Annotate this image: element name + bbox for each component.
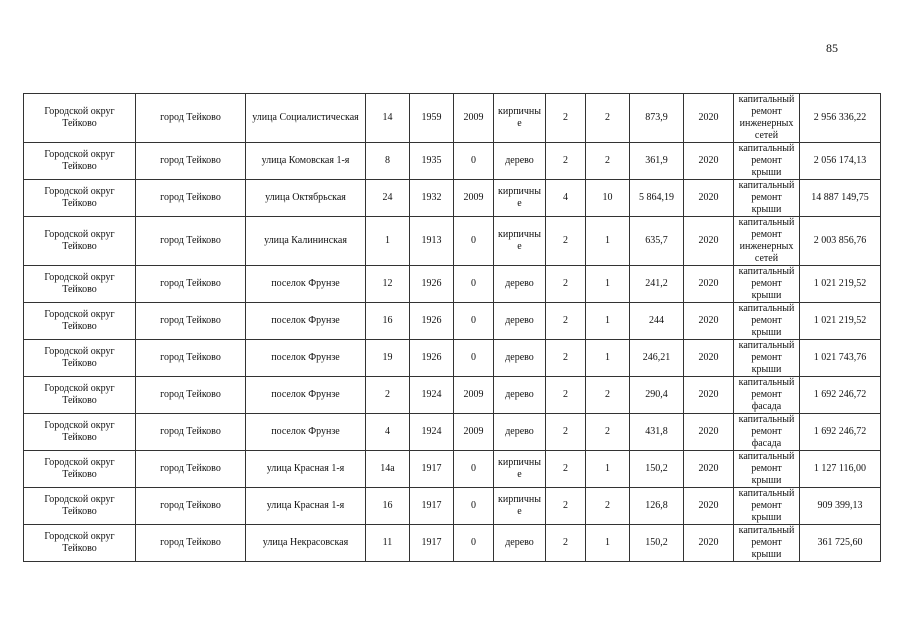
street-cell: улица Социалистическая [246,94,366,143]
district-cell: Городской округ Тейково [24,143,136,180]
house-number-cell: 8 [366,143,410,180]
street-cell: улица Октябрьская [246,180,366,217]
district-cell: Городской округ Тейково [24,451,136,488]
entrances-cell: 10 [586,180,630,217]
entrances-cell: 1 [586,217,630,266]
wall-material-cell: дерево [494,143,546,180]
city-cell: город Тейково [136,94,246,143]
area-cell: 635,7 [630,217,684,266]
built-year-cell: 1917 [410,525,454,562]
table-row [24,488,881,525]
area-cell: 126,8 [630,488,684,525]
built-year-cell: 1959 [410,94,454,143]
built-year-cell: 1924 [410,414,454,451]
wall-material-cell: дерево [494,525,546,562]
district-cell: Городской округ Тейково [24,180,136,217]
floors-cell: 2 [546,377,586,414]
plan-year-cell: 2020 [684,266,734,303]
cost-cell: 1 692 246,72 [800,414,881,451]
work-type-cell: капитальный ремонт крыши [734,303,800,340]
plan-year-cell: 2020 [684,143,734,180]
floors-cell: 2 [546,340,586,377]
street-cell: поселок Фрунзе [246,377,366,414]
built-year-cell: 1917 [410,451,454,488]
cost-cell: 2 956 336,22 [800,94,881,143]
street-cell: поселок Фрунзе [246,340,366,377]
area-cell: 361,9 [630,143,684,180]
house-number-cell: 14а [366,451,410,488]
built-year-cell: 1917 [410,488,454,525]
work-type-cell: капитальный ремонт инженерных сетей [734,217,800,266]
district-cell: Городской округ Тейково [24,377,136,414]
floors-cell: 4 [546,180,586,217]
table-row [24,266,881,303]
table-row [24,303,881,340]
repair-year-cell: 0 [454,340,494,377]
repair-year-cell: 2009 [454,377,494,414]
work-type-cell: капитальный ремонт крыши [734,340,800,377]
entrances-cell: 1 [586,340,630,377]
house-number-cell: 1 [366,217,410,266]
wall-material-cell: кирпичные [494,217,546,266]
work-type-cell: капитальный ремонт крыши [734,180,800,217]
floors-cell: 2 [546,266,586,303]
street-cell: улица Красная 1-я [246,451,366,488]
table-body [24,94,881,562]
plan-year-cell: 2020 [684,340,734,377]
cost-cell: 2 056 174,13 [800,143,881,180]
table-row [24,451,881,488]
cost-cell: 1 127 116,00 [800,451,881,488]
area-cell: 290,4 [630,377,684,414]
wall-material-cell: дерево [494,377,546,414]
area-cell: 246,21 [630,340,684,377]
work-type-cell: капитальный ремонт крыши [734,451,800,488]
street-cell: улица Красная 1-я [246,488,366,525]
repair-year-cell: 0 [454,303,494,340]
work-type-cell: капитальный ремонт фасада [734,377,800,414]
wall-material-cell: дерево [494,303,546,340]
house-number-cell: 14 [366,94,410,143]
district-cell: Городской округ Тейково [24,488,136,525]
plan-year-cell: 2020 [684,180,734,217]
house-number-cell: 2 [366,377,410,414]
plan-year-cell: 2020 [684,377,734,414]
repair-year-cell: 2009 [454,94,494,143]
table-row [24,377,881,414]
table-row [24,180,881,217]
area-cell: 241,2 [630,266,684,303]
area-cell: 150,2 [630,451,684,488]
wall-material-cell: дерево [494,340,546,377]
entrances-cell: 2 [586,377,630,414]
house-number-cell: 12 [366,266,410,303]
built-year-cell: 1926 [410,340,454,377]
district-cell: Городской округ Тейково [24,340,136,377]
repair-year-cell: 0 [454,525,494,562]
district-cell: Городской округ Тейково [24,94,136,143]
entrances-cell: 2 [586,414,630,451]
house-number-cell: 19 [366,340,410,377]
city-cell: город Тейково [136,414,246,451]
area-cell: 431,8 [630,414,684,451]
floors-cell: 2 [546,525,586,562]
wall-material-cell: дерево [494,414,546,451]
floors-cell: 2 [546,303,586,340]
floors-cell: 2 [546,414,586,451]
floors-cell: 2 [546,217,586,266]
cost-cell: 14 887 149,75 [800,180,881,217]
city-cell: город Тейково [136,451,246,488]
cost-cell: 361 725,60 [800,525,881,562]
area-cell: 5 864,19 [630,180,684,217]
city-cell: город Тейково [136,340,246,377]
built-year-cell: 1926 [410,303,454,340]
floors-cell: 2 [546,94,586,143]
entrances-cell: 1 [586,266,630,303]
repair-year-cell: 0 [454,217,494,266]
plan-year-cell: 2020 [684,303,734,340]
cost-cell: 2 003 856,76 [800,217,881,266]
built-year-cell: 1926 [410,266,454,303]
plan-year-cell: 2020 [684,217,734,266]
cost-cell: 1 021 219,52 [800,266,881,303]
repair-year-cell: 2009 [454,414,494,451]
built-year-cell: 1913 [410,217,454,266]
wall-material-cell: кирпичные [494,451,546,488]
area-cell: 873,9 [630,94,684,143]
street-cell: улица Калининская [246,217,366,266]
repair-year-cell: 0 [454,143,494,180]
table-row [24,340,881,377]
repair-year-cell: 0 [454,488,494,525]
repair-year-cell: 0 [454,266,494,303]
built-year-cell: 1924 [410,377,454,414]
street-cell: поселок Фрунзе [246,266,366,303]
house-number-cell: 24 [366,180,410,217]
city-cell: город Тейково [136,525,246,562]
floors-cell: 2 [546,451,586,488]
area-cell: 150,2 [630,525,684,562]
entrances-cell: 2 [586,94,630,143]
city-cell: город Тейково [136,180,246,217]
house-number-cell: 16 [366,303,410,340]
work-type-cell: капитальный ремонт фасада [734,414,800,451]
house-number-cell: 4 [366,414,410,451]
district-cell: Городской округ Тейково [24,266,136,303]
city-cell: город Тейково [136,377,246,414]
work-type-cell: капитальный ремонт крыши [734,488,800,525]
entrances-cell: 2 [586,488,630,525]
work-type-cell: капитальный ремонт крыши [734,525,800,562]
district-cell: Городской округ Тейково [24,217,136,266]
district-cell: Городской округ Тейково [24,414,136,451]
wall-material-cell: дерево [494,266,546,303]
table-row [24,94,881,143]
plan-year-cell: 2020 [684,414,734,451]
area-cell: 244 [630,303,684,340]
cost-cell: 1 021 219,52 [800,303,881,340]
house-number-cell: 11 [366,525,410,562]
entrances-cell: 1 [586,451,630,488]
entrances-cell: 1 [586,525,630,562]
city-cell: город Тейково [136,217,246,266]
city-cell: город Тейково [136,266,246,303]
city-cell: город Тейково [136,303,246,340]
entrances-cell: 1 [586,303,630,340]
table-row [24,217,881,266]
table-row [24,414,881,451]
street-cell: поселок Фрунзе [246,414,366,451]
wall-material-cell: кирпичные [494,94,546,143]
repair-year-cell: 2009 [454,180,494,217]
cost-cell: 1 021 743,76 [800,340,881,377]
housing-repair-table [23,93,881,562]
city-cell: город Тейково [136,488,246,525]
plan-year-cell: 2020 [684,451,734,488]
page-number: 85 [826,41,838,55]
street-cell: поселок Фрунзе [246,303,366,340]
built-year-cell: 1935 [410,143,454,180]
cost-cell: 909 399,13 [800,488,881,525]
plan-year-cell: 2020 [684,94,734,143]
work-type-cell: капитальный ремонт крыши [734,266,800,303]
house-number-cell: 16 [366,488,410,525]
city-cell: город Тейково [136,143,246,180]
work-type-cell: капитальный ремонт инженерных сетей [734,94,800,143]
wall-material-cell: кирпичные [494,488,546,525]
table-row [24,525,881,562]
street-cell: улица Комовская 1-я [246,143,366,180]
repair-year-cell: 0 [454,451,494,488]
entrances-cell: 2 [586,143,630,180]
cost-cell: 1 692 246,72 [800,377,881,414]
floors-cell: 2 [546,488,586,525]
plan-year-cell: 2020 [684,488,734,525]
work-type-cell: капитальный ремонт крыши [734,143,800,180]
street-cell: улица Некрасовская [246,525,366,562]
district-cell: Городской округ Тейково [24,525,136,562]
built-year-cell: 1932 [410,180,454,217]
floors-cell: 2 [546,143,586,180]
plan-year-cell: 2020 [684,525,734,562]
table-row [24,143,881,180]
district-cell: Городской округ Тейково [24,303,136,340]
wall-material-cell: кирпичные [494,180,546,217]
